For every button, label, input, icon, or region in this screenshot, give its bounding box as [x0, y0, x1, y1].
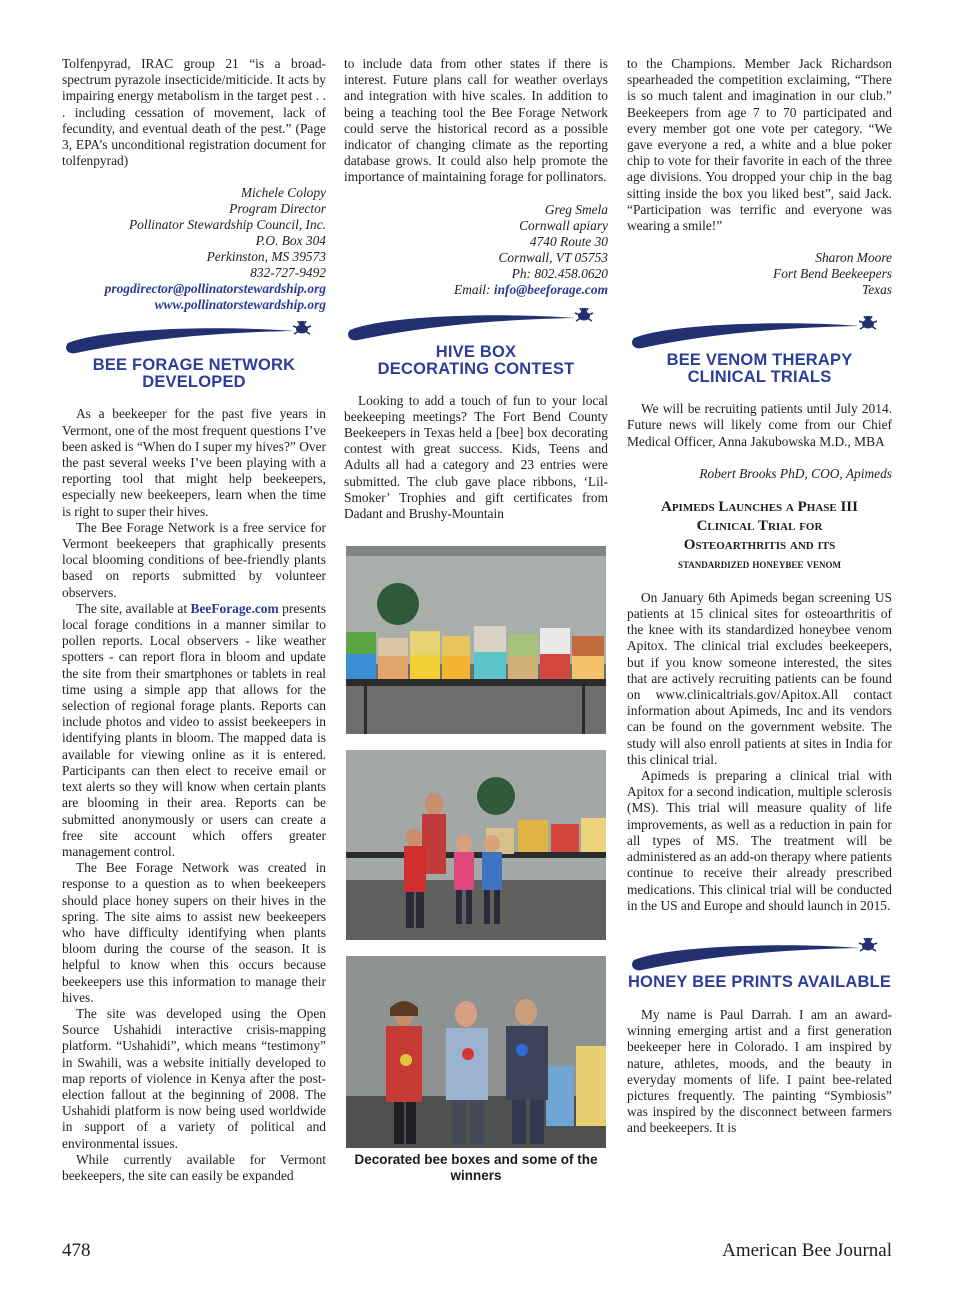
heading-line: CLINICAL TRIALS — [687, 368, 832, 387]
col1-paragraph: As a beekeeper for the past five years in Vermont, one of the most frequent questions I’ve been asked is “When do I super my hives?” Over the past several weeks I’ve been playing with a reporting tool that might help beekeepers, especially new beekeepers, learn when the time is right to super their hives. — [62, 406, 326, 519]
sig-phone: Ph: 802.458.0620 — [511, 265, 608, 281]
col2-intro: to include data from other states if there is interest. Future plans call for weather overlays and integration with hive scales. In addition to being a teaching tool the Bee Forage Network could serve the historical record as a possible indicator of changing climate as the reporting database grows. It could also help promote the importance of maintaining forage for pollinators. — [344, 56, 608, 185]
col2-paragraph: Looking to add a touch of fun to your local beekeeping meetings? The Fort Bend County Beekeepers in Texas held a [bee] box decorating contest with great success. Kids, Teens and Adults all had a category and 23 entries were submitted. The club gave place ribbons, ‘Lil-Smoker’ Trophies and gift certificates from Dadant and Brushy-Mountain — [344, 392, 608, 522]
col1-paragraph — [62, 601, 326, 860]
bee-swoosh-icon — [628, 316, 892, 350]
page-number: 478 — [62, 1240, 91, 1261]
email-label: Email: — [454, 281, 494, 297]
sig-org: Cornwall apiary — [519, 217, 608, 233]
col3-intro: to the Champions. Member Jack Richardson spearheaded the competition exclaiming, “There is so much talent and imagination in our club.” Beekeepers from age 7 to 70 participated and every member got one vote per category. “We gave everyone a red, a white and a blue poker chip to vote for their favorite in each of the three age divisions. You dropped your chip in the bag sitting inside the box you liked best”, said Jack. “Participation was terrific and everyone was wearing a smile!” — [627, 56, 892, 234]
subheading-apimeds — [627, 498, 892, 574]
heading-line: HIVE BOX — [435, 342, 517, 361]
photo-adult-winners — [346, 956, 606, 1148]
text-fragment: The site, available at — [76, 600, 191, 616]
heading-line: DEVELOPED — [142, 373, 246, 392]
text-fragment: presents local forage conditions in a manner similar to pollen reports. Local observers - like weather spotters - can report flora in bloom and update the site from their smartphones or tablets in real time using a simple app that allows for the selection of regional forage plants. Reports can include photos and video to assist beekeepers in identifying plants in bloom. The mapped data is available for viewing online as it is entered. Participants can then elect to receive email or text alerts so they will know when certain plants are blooming in their area. Reports can be submitted anonymously or users can create a free site account which offers greater management control. — [62, 600, 326, 859]
subheading-line: standardized honeybee venom — [677, 556, 842, 571]
bee-swoosh-icon — [628, 938, 892, 972]
beeforage-link[interactable]: BeeForage.com — [190, 600, 279, 616]
col3-signature — [627, 250, 892, 298]
heading-bee-venom — [627, 352, 892, 386]
sig-web-link[interactable]: www.pollinatorstewardship.org — [154, 297, 326, 313]
sig-phone: 832-727-9492 — [250, 265, 326, 281]
sig-state: Texas — [861, 282, 892, 298]
sig-email-link[interactable]: info@beeforage.com — [493, 281, 608, 297]
sig-email — [344, 282, 608, 298]
heading-bee-forage — [62, 357, 326, 391]
col1-paragraph: While currently available for Vermont beekeepers, the site can easily be expanded — [62, 1151, 326, 1183]
sig-email-link[interactable]: progdirector@pollinatorstewardship.org — [104, 281, 326, 297]
heading-hive-box — [344, 344, 608, 378]
heading-line: BEE VENOM THERAPY — [666, 351, 853, 370]
photo-decorated-boxes — [346, 546, 606, 734]
sig-name: Greg Smela — [544, 201, 608, 217]
column-2 — [344, 56, 608, 1184]
bee-swoosh-icon — [62, 321, 326, 355]
col3-paragraph: We will be recruiting patients until July 2014. Future news will likely come from our Chief Medical Officer, Anna Jakubowska M.D., MBA — [627, 401, 892, 449]
sig-title: Program Director — [229, 201, 326, 217]
col3-paragraph: On January 6th Apimeds began screening US patients at 15 clinical sites for osteoarthritis of the knee with its standardized honeybee venom Apitox. The clinical trial excludes beekeepers, but if you know someone interested, the sites that are actively recruiting patients can be found on www.clinicaltrials.gov/Apitox.All contact information about Apimeds, Inc and its vendors can be found on the government website. The study will also enroll patients at sites in India for this clinical trial. — [627, 589, 892, 767]
col3-signature-2: Robert Brooks PhD, COO, Apimeds — [699, 465, 892, 481]
col3-paragraph: My name is Paul Darrah. I am an award-winning emerging artist and a first generation beekeeper here in Colorado. I am inspired by nature, athletes, moods, and the beauty in everyday moments of life. I paint bee-related pictures frequently. The painting “Symbiosis” was inspired by the disconnect between farmers and beekeepers. It is — [627, 1006, 892, 1136]
subheading-line: Clinical Trial for — [696, 517, 823, 534]
col1-paragraph: The Bee Forage Network is a free service for Vermont beekeepers that graphically presents local blooming conditions of bee-friendly plants based on reports submitted by volunteer observers. — [62, 519, 326, 600]
heading-honey-bee-prints: HONEY BEE PRINTS AVAILABLE — [627, 972, 892, 991]
photo-kids-winners — [346, 750, 606, 940]
col1-paragraph: The site was developed using the Open Source Ushahidi interactive crisis-mapping platform. “Ushahidi”, which means “testimony” in Swahili, was a website initially developed to map reports of violence in Kenya after the post-election fallout at the beginning of 2008. The Ushahidi platform is now being used worldwide in support of a variety of political and environmental issues. — [62, 1005, 326, 1151]
sig-city: Perkinston, MS 39573 — [206, 249, 326, 265]
col2-signature — [344, 202, 608, 298]
column-3 — [627, 56, 892, 1137]
col1-intro: Tolfenpyrad, IRAC group 21 “is a broad-spectrum pyrazole insecticide/miticide. It acts by impairing energy metabolism in the target pest . . . including cessation of movement, lack of fecundity, and eventual death of the pest.” (Page 3, EPA’s unconditional registration document for tolfenpyrad) — [62, 56, 326, 169]
bee-swoosh-icon — [344, 308, 608, 342]
col1-signature — [62, 185, 326, 313]
heading-line: BEE FORAGE NETWORK — [92, 356, 296, 375]
sig-name: Michele Colopy — [240, 185, 326, 201]
column-1 — [62, 56, 326, 1184]
subheading-line: Apimeds Launches a Phase III — [661, 498, 858, 515]
photo-caption: Decorated bee boxes and some of the winners — [354, 1152, 598, 1184]
sig-name: Sharon Moore — [815, 250, 892, 266]
subheading-line: Osteoarthritis and its — [683, 536, 836, 553]
sig-city: Cornwall, VT 05753 — [498, 249, 608, 265]
col3-paragraph: Apimeds is preparing a clinical trial with Apitox for a second indication, multiple sclerosis (MS). This trial will measure quality of life improvements, as well as a reduction in pain for all types of MS. The treatment will be administered as an add-on therapy where patients continue to receive their already prescribed medications. This clinical trial will be conducted in the US and Europe and should launch in 2015. — [627, 768, 892, 913]
heading-line: DECORATING CONTEST — [377, 359, 575, 378]
sig-box: P.O. Box 304 — [255, 233, 326, 249]
sig-org: Fort Bend Beekeepers — [773, 266, 892, 282]
sig-street: 4740 Route 30 — [529, 233, 608, 249]
sig-org: Pollinator Stewardship Council, Inc. — [128, 217, 326, 233]
journal-name: American Bee Journal — [722, 1240, 892, 1261]
col1-paragraph: The Bee Forage Network was created in response to a question as to when beekeepers should place honey supers on their hives in the spring. The site aims to assist new beekeepers who have difficulty identifying when plants bloom during the course of the season. It is helpful to know when this occurs because beekeepers use this information to manage their hives. — [62, 860, 326, 1005]
